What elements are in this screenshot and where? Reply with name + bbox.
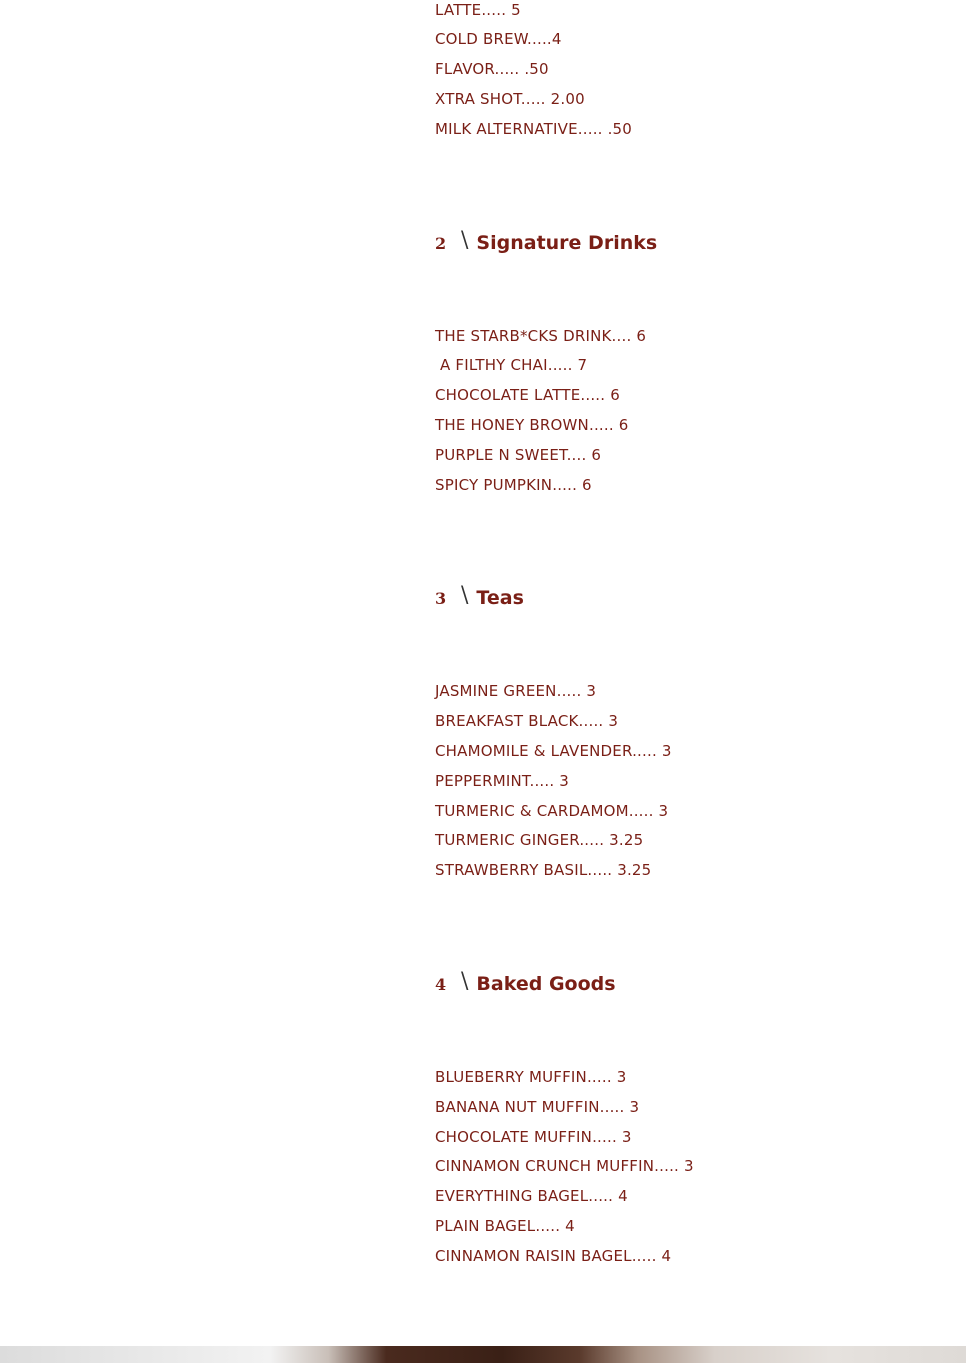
menu-item: EVERYTHING BAGEL..... 4 xyxy=(435,1187,628,1205)
menu-item: PURPLE N SWEET.... 6 xyxy=(435,446,602,464)
section-number: 2 xyxy=(435,233,447,253)
menu-item: PEPPERMINT..... 3 xyxy=(435,772,570,790)
menu-item: PLAIN BAGEL..... 4 xyxy=(435,1217,575,1235)
menu-item: CHOCOLATE LATTE..... 6 xyxy=(435,386,620,404)
section-number: 3 xyxy=(435,588,447,608)
section-divider-slash: \ xyxy=(461,582,469,608)
menu-item-milk-alternative: MILK ALTERNATIVE..... .50 xyxy=(435,120,633,138)
menu-item-latte: LATTE..... 5 xyxy=(435,1,521,19)
menu-item-cold-brew: COLD BREW.....4 xyxy=(435,30,562,48)
section-title: Baked Goods xyxy=(476,973,616,995)
menu-item: BANANA NUT MUFFIN..... 3 xyxy=(435,1098,640,1116)
menu-item: CINNAMON RAISIN BAGEL..... 4 xyxy=(435,1247,672,1265)
section-title: Signature Drinks xyxy=(476,232,658,254)
menu-item: TURMERIC & CARDAMOM..... 3 xyxy=(435,802,669,820)
menu-item-xtra-shot: XTRA SHOT..... 2.00 xyxy=(435,90,585,108)
section-heading-baked-goods xyxy=(435,969,616,999)
section-number: 4 xyxy=(435,974,447,994)
menu-item-flavor: FLAVOR..... .50 xyxy=(435,60,549,78)
menu-item: CHOCOLATE MUFFIN..... 3 xyxy=(435,1128,632,1146)
menu-item: TURMERIC GINGER..... 3.25 xyxy=(435,831,644,849)
section-divider-slash: \ xyxy=(461,968,469,994)
footer-photo-strip xyxy=(0,1346,966,1363)
menu-item: JASMINE GREEN..... 3 xyxy=(435,682,597,700)
section-heading-teas xyxy=(435,583,524,613)
menu-item: STRAWBERRY BASIL..... 3.25 xyxy=(435,861,652,879)
section-divider-slash: \ xyxy=(461,227,469,253)
menu-item: SPICY PUMPKIN..... 6 xyxy=(435,476,592,494)
menu-item: BLUEBERRY MUFFIN..... 3 xyxy=(435,1068,627,1086)
menu-item: CHAMOMILE & LAVENDER..... 3 xyxy=(435,742,672,760)
section-heading-signature-drinks xyxy=(435,228,657,258)
menu-item: THE STARB*CKS DRINK.... 6 xyxy=(435,327,647,345)
menu-item: CINNAMON CRUNCH MUFFIN..... 3 xyxy=(435,1157,694,1175)
section-title: Teas xyxy=(476,587,524,609)
menu-item: A FILTHY CHAI..... 7 xyxy=(435,356,588,374)
menu-item: BREAKFAST BLACK..... 3 xyxy=(435,712,619,730)
menu-item: THE HONEY BROWN..... 6 xyxy=(435,416,629,434)
